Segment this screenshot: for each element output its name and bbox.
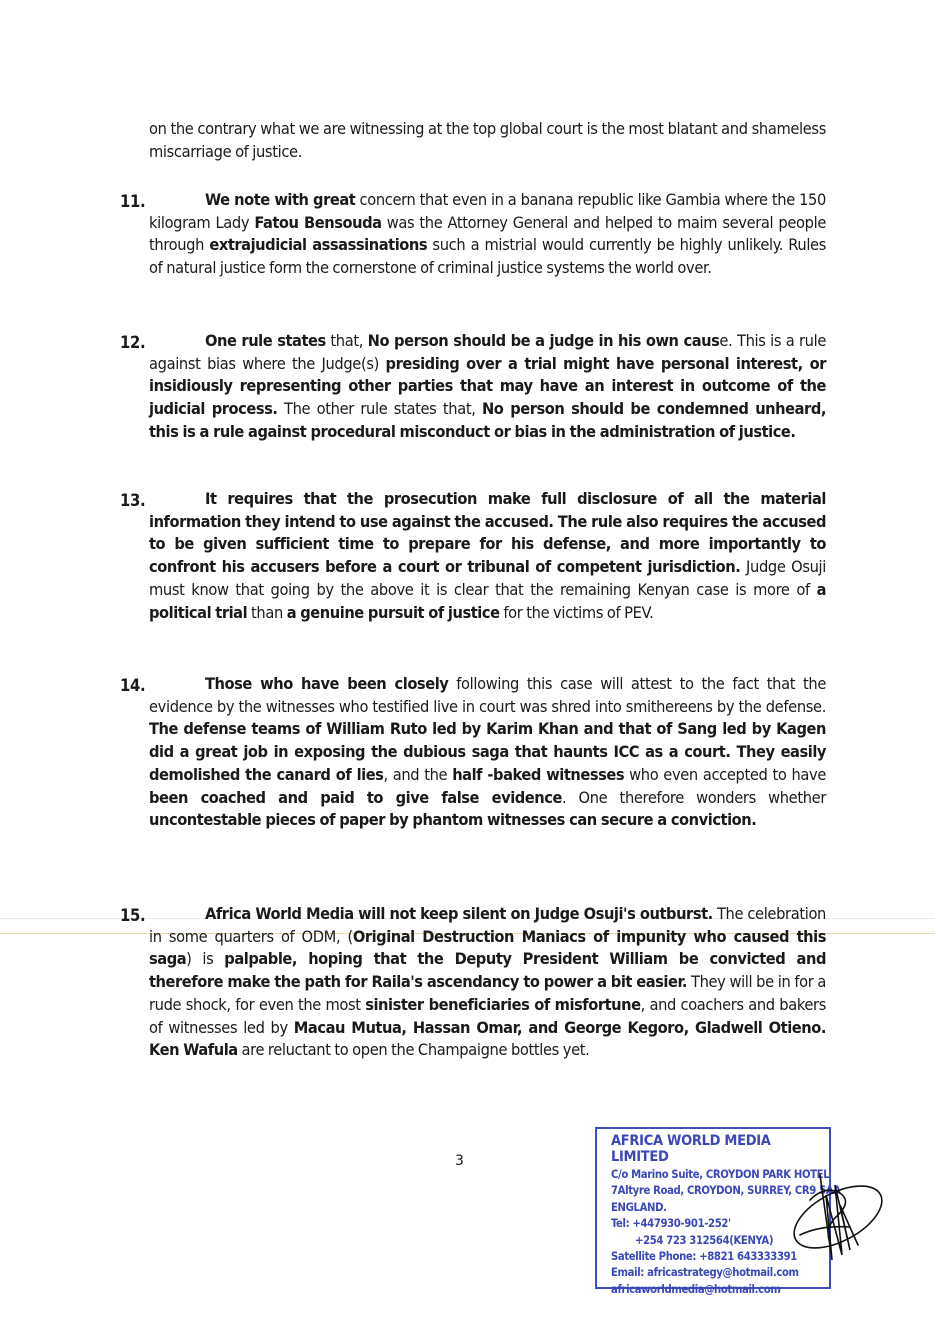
bold-text-segment: We note with great [205, 190, 356, 209]
paragraph-11 [120, 189, 826, 280]
bold-text-segment: been coached and paid to give false evidence [149, 787, 562, 807]
text-segment: than [247, 602, 287, 622]
page-number: 3 [455, 1153, 464, 1169]
paragraph-14 [120, 673, 827, 832]
stamp-line: Satellite Phone: +8821 643333391 [611, 1250, 797, 1264]
paragraph-body [149, 904, 826, 1059]
text-segment: following this case will attest to the fact that the evidence by the witnesses who testified live in court was shred into smithereens by the defense. [149, 674, 826, 716]
stamp-line: Tel: +447930-901-252' [611, 1217, 731, 1231]
intro-paragraph [149, 118, 826, 163]
text-segment: e. This is a rule against bias where the Judge(s) [149, 331, 826, 373]
paragraph-number: 15. [120, 906, 146, 925]
paragraph-12 [120, 330, 827, 444]
text-segment: Judge Osuji must know that going by the above it is clear that the remaining Kenyan case is more of [149, 557, 826, 599]
intro-text: on the contrary what we are witnessing at the top global court is the most blatant and shameless miscarriage of justice. [149, 119, 826, 161]
bold-text-segment: One rule states [205, 331, 326, 350]
bold-text-segment: It requires that the prosecution make full disclosure of all the material information they intend to use against the accused. The rule also requires the accused to be given sufficient time to prepare for his defense, and more importantly to confront his accusers before a court or tribunal of competent jurisdiction. [149, 489, 826, 577]
stamp-line: ENGLAND. [611, 1200, 667, 1214]
paragraph-number: 13. [120, 491, 146, 510]
bold-text-segment: Original Destruction Maniacs of impunity who caused this saga [149, 926, 826, 969]
bold-text-segment: Africa World Media will not keep silent on Judge Osuji's outburst. [205, 904, 713, 923]
bold-text-segment: extrajudicial assassinations [209, 235, 428, 255]
paragraph-body [149, 190, 826, 277]
paragraph-body [149, 489, 826, 622]
text-segment: They will be in for a rude shock, for even the most [149, 972, 826, 1014]
text-segment: are reluctant to open the Champaigne bottles yet. [237, 1040, 590, 1060]
paragraph-body [149, 674, 826, 829]
paragraph-number: 14. [120, 676, 146, 695]
bold-text-segment: Those who have been closely [205, 674, 449, 693]
bold-text-segment: half -baked witnesses [452, 764, 625, 784]
stamp-title: AFRICA WORLD MEDIA LIMITED [611, 1133, 771, 1165]
bold-text-segment: The defense teams of William Ruto led by Karim Khan and that of Sang led by Kagen did a great job in exposing the dubious saga that haunts ICC as a court. They easily demolished the canard of lies [149, 719, 826, 784]
text-segment: The other rule states that, [277, 399, 482, 419]
text-segment: such a mistrial would currently be highly unlikely. Rules of natural justice form the cornerstone of criminal justice systems the world over. [149, 235, 826, 278]
text-segment: for the victims of PEV. [499, 602, 654, 622]
paragraph-body [149, 331, 826, 441]
bold-text-segment: Macau Mutua, Hassan Omar, and George Kegoro, Gladwell Otieno. Ken Wafula [149, 1017, 826, 1060]
text-segment: that, [325, 331, 368, 350]
text-segment: who even accepted to have [624, 764, 826, 784]
text-segment: . One therefore wonders whether [562, 787, 827, 807]
paragraph-15 [120, 903, 827, 1062]
bold-text-segment: a political trial [149, 579, 826, 622]
text-segment: , and the [383, 764, 453, 784]
text-segment: concern that even in a banana republic like Gambia where the 150 kilogram Lady [149, 190, 826, 232]
paragraph-number: 12. [120, 333, 146, 352]
stamp-line: C/o Marino Suite, CROYDON PARK HOTEL [611, 1168, 830, 1181]
bold-text-segment: Fatou Bensouda [254, 212, 382, 232]
bold-text-segment: palpable, hoping that the Deputy President William be convicted and therefore make the path for Raila's ascendancy to power a bit easier. [149, 949, 826, 992]
text-segment: was the Attorney General and helped to maim several people through [149, 212, 826, 255]
text-segment: ) is [186, 949, 225, 969]
bold-text-segment: presiding over a trial might have personal interest, or insidiously representing other parties that may have an interest in outcome of the judicial process. [149, 353, 827, 419]
stamp-line: +254 723 312564(KENYA) [635, 1233, 774, 1247]
stamp-line: 7Altyre Road, CROYDON, SURREY, CR9 5AA [611, 1184, 841, 1198]
handwritten-signature-icon [780, 1165, 890, 1265]
bold-text-segment: No person should be condemned unheard, this is a rule against procedural misconduct or bias in the administration of justice. [149, 399, 826, 441]
text-segment: The celebration in some quarters of ODM, ( [149, 904, 826, 946]
paragraph-13 [120, 488, 826, 624]
bold-text-segment: sinister beneficiaries of misfortune [365, 994, 641, 1014]
stamp-email-line: Email: africastrategy@hotmail.com [611, 1266, 799, 1280]
bold-text-segment: No person should be a judge in his own caus [367, 331, 720, 350]
paragraph-number: 11. [120, 192, 146, 211]
bold-text-segment: uncontestable pieces of paper by phantom witnesses can secure a conviction. [149, 810, 757, 830]
stamp-email-line: africaworldmedia@hotmail.com [611, 1282, 781, 1296]
text-segment: , and coachers and bakers of witnesses led by [149, 994, 827, 1037]
bold-text-segment: a genuine pursuit of justice [286, 602, 500, 622]
